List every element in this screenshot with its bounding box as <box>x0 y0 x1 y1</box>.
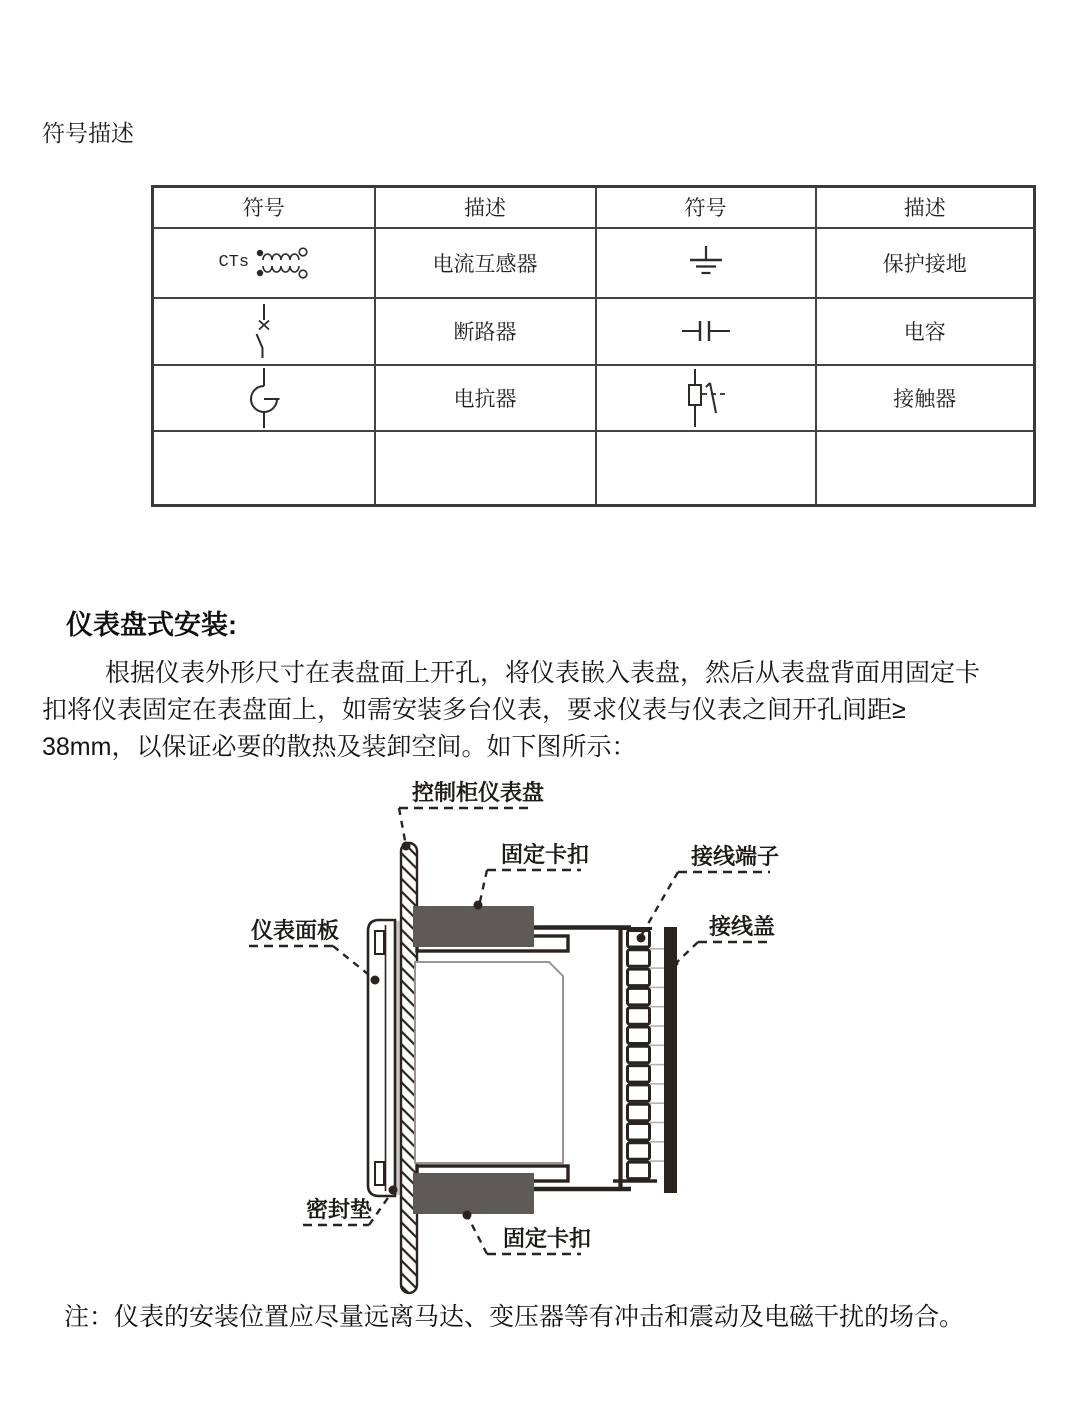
label-fixing-clip-bottom: 固定卡扣 <box>503 1226 592 1251</box>
circuit-breaker-symbol-icon <box>244 302 284 360</box>
section-heading: 仪表盘式安装: <box>66 610 237 640</box>
note-text: 注：仪表的安装位置应尽量远离马达、变压器等有冲击和震动及电磁干扰的场合。 <box>64 1303 965 1331</box>
bezel-clip-slot <box>375 1162 384 1185</box>
reactor-symbol-icon <box>244 366 284 430</box>
table-row <box>153 228 1035 298</box>
contactor-symbol-icon <box>682 367 730 429</box>
label-front-panel: 仪表面板 <box>251 918 340 943</box>
mounting-diagram <box>240 770 800 1305</box>
paragraph-line: 根据仪表外形尺寸在表盘面上开孔，将仪表嵌入表盘，然后从表盘背面用固定卡 <box>105 659 981 687</box>
table-row <box>153 365 1035 431</box>
desc-cell: 电容 <box>816 298 1035 365</box>
desc-cell: 保护接地 <box>816 228 1035 298</box>
terminal-comb <box>650 949 666 1161</box>
table-row-empty <box>153 431 1035 506</box>
page-title: 符号描述 <box>42 121 134 146</box>
desc-cell: 断路器 <box>375 298 596 365</box>
label-fixing-clip-top: 固定卡扣 <box>501 842 590 867</box>
terminal-block <box>628 931 650 1179</box>
label-terminal: 接线端子 <box>691 844 780 869</box>
paragraph-line: 扣将仪表固定在表盘面上，如需安装多台仪表，要求仪表与仪表之间开孔间距≥ <box>42 696 906 724</box>
terminal-cover <box>664 927 677 1193</box>
table-row <box>153 298 1035 365</box>
col-header-desc: 描述 <box>816 187 1035 228</box>
table-header-row <box>153 187 1035 228</box>
desc-cell: 接触器 <box>816 365 1035 431</box>
fixing-clip-top <box>413 906 534 947</box>
protective-earth-symbol-icon <box>686 245 726 281</box>
meter-body-window <box>415 962 563 1163</box>
cts-label: CTs <box>218 253 250 272</box>
front-bezel <box>368 920 395 1196</box>
symbol-table <box>151 185 1036 507</box>
fixing-clip-bottom <box>413 1173 534 1214</box>
col-header-symbol: 符号 <box>153 187 375 228</box>
label-cabinet-panel: 控制柜仪表盘 <box>412 780 545 805</box>
col-header-symbol: 符号 <box>596 187 816 228</box>
label-terminal-cover: 接线盖 <box>709 914 776 939</box>
body-paragraph <box>42 655 1054 766</box>
label-seal-gasket: 密封垫 <box>306 1197 373 1222</box>
desc-cell: 电流互感器 <box>375 228 596 298</box>
capacitor-symbol-icon <box>680 318 732 344</box>
bezel-clip-slot <box>375 931 384 954</box>
current-transformer-symbol-icon <box>255 244 309 282</box>
desc-cell: 电抗器 <box>375 365 596 431</box>
col-header-desc: 描述 <box>375 187 596 228</box>
paragraph-line: 38mm，以保证必要的散热及装卸空间。如下图所示： <box>42 733 637 761</box>
